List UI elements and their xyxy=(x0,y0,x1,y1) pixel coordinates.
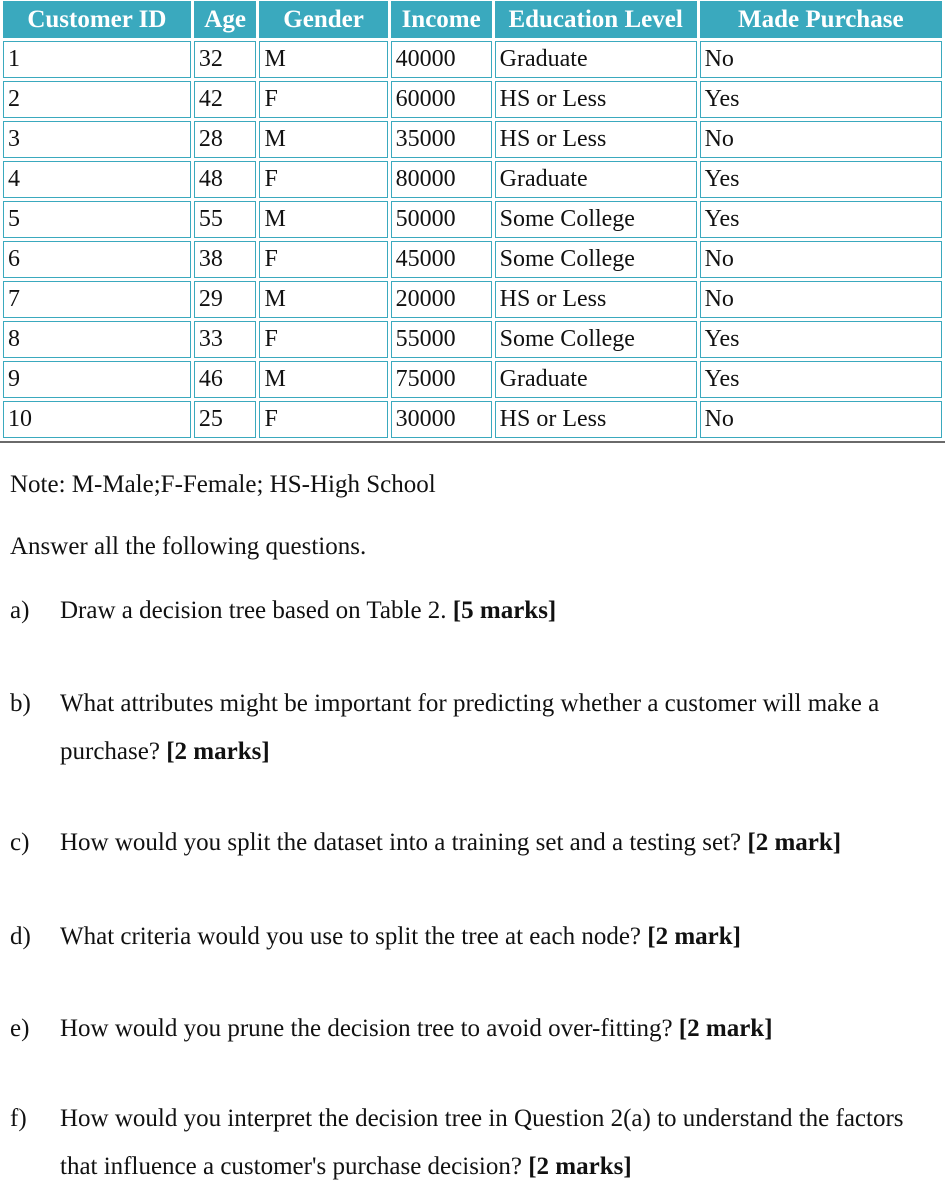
education-level-cell: Some College xyxy=(495,241,697,278)
income-cell: 60000 xyxy=(391,81,492,118)
table-row xyxy=(3,161,942,198)
question-f xyxy=(10,1095,940,1191)
header-age: Age xyxy=(194,1,257,38)
question-a xyxy=(10,587,940,635)
income-cell: 50000 xyxy=(391,201,492,238)
question-marks: [2 mark] xyxy=(747,829,842,856)
income-cell: 40000 xyxy=(391,41,492,78)
income-cell: 45000 xyxy=(391,241,492,278)
age-cell: 42 xyxy=(194,81,257,118)
gender-cell: F xyxy=(259,241,387,278)
gender-cell: M xyxy=(259,121,387,158)
made-purchase-cell: No xyxy=(700,401,942,438)
question-letter: a) xyxy=(10,597,30,624)
made-purchase-cell: No xyxy=(700,121,942,158)
age-cell: 32 xyxy=(194,41,257,78)
customer-id-cell: 9 xyxy=(3,361,191,398)
question-marks: [5 marks] xyxy=(452,597,557,624)
customer-id-cell: 8 xyxy=(3,321,191,358)
header-income: Income xyxy=(391,1,492,38)
customer-id-cell: 3 xyxy=(3,121,191,158)
table-row xyxy=(3,321,942,358)
header-education-level: Education Level xyxy=(495,1,697,38)
table-row xyxy=(3,201,942,238)
instructions: Answer all the following questions. xyxy=(10,533,367,560)
made-purchase-cell: Yes xyxy=(700,321,942,358)
made-purchase-cell: No xyxy=(700,281,942,318)
question-text: What attributes might be important for predicting whether a customer will make a purchase? xyxy=(60,690,880,765)
table-row xyxy=(3,401,942,438)
customer-id-cell: 4 xyxy=(3,161,191,198)
education-level-cell: Graduate xyxy=(495,361,697,398)
header-customer-id: Customer ID xyxy=(3,1,191,38)
gender-cell: M xyxy=(259,361,387,398)
question-e xyxy=(10,1005,940,1053)
question-marks: [2 marks] xyxy=(528,1153,632,1180)
table-row xyxy=(3,41,942,78)
question-letter: f) xyxy=(10,1105,27,1132)
customer-table xyxy=(0,0,945,443)
gender-cell: M xyxy=(259,201,387,238)
table-row xyxy=(3,121,942,158)
customer-id-cell: 6 xyxy=(3,241,191,278)
made-purchase-cell: No xyxy=(700,41,942,78)
customer-id-cell: 10 xyxy=(3,401,191,438)
age-cell: 46 xyxy=(194,361,257,398)
table-row xyxy=(3,361,942,398)
income-cell: 30000 xyxy=(391,401,492,438)
education-level-cell: Some College xyxy=(495,201,697,238)
question-letter: b) xyxy=(10,690,31,717)
table-note: Note: M-Male;F-Female; HS-High School xyxy=(10,471,436,498)
table-row xyxy=(3,81,942,118)
income-cell: 35000 xyxy=(391,121,492,158)
education-level-cell: HS or Less xyxy=(495,121,697,158)
age-cell: 33 xyxy=(194,321,257,358)
income-cell: 75000 xyxy=(391,361,492,398)
income-cell: 20000 xyxy=(391,281,492,318)
education-level-cell: HS or Less xyxy=(495,401,697,438)
education-level-cell: Graduate xyxy=(495,41,697,78)
question-text: Draw a decision tree based on Table 2. xyxy=(60,597,453,624)
customer-id-cell: 5 xyxy=(3,201,191,238)
table-body xyxy=(3,41,942,438)
question-text: How would you prune the decision tree to avoid over-fitting? xyxy=(60,1015,679,1042)
gender-cell: F xyxy=(259,321,387,358)
made-purchase-cell: Yes xyxy=(700,361,942,398)
education-level-cell: Graduate xyxy=(495,161,697,198)
age-cell: 29 xyxy=(194,281,257,318)
education-level-cell: HS or Less xyxy=(495,81,697,118)
age-cell: 55 xyxy=(194,201,257,238)
question-marks: [2 mark] xyxy=(678,1015,773,1042)
table-header-row xyxy=(3,1,942,38)
age-cell: 38 xyxy=(194,241,257,278)
table-row xyxy=(3,241,942,278)
gender-cell: F xyxy=(259,401,387,438)
income-cell: 55000 xyxy=(391,321,492,358)
question-marks: [2 marks] xyxy=(166,738,270,765)
age-cell: 48 xyxy=(194,161,257,198)
question-text: How would you interpret the decision tree in Question 2(a) to understand the factors that influence a customer's purchase decision? xyxy=(60,1105,904,1180)
gender-cell: M xyxy=(259,281,387,318)
customer-id-cell: 7 xyxy=(3,281,191,318)
header-made-purchase: Made Purchase xyxy=(700,1,942,38)
question-text: What criteria would you use to split the tree at each node? xyxy=(60,923,648,950)
question-d xyxy=(10,913,940,961)
question-letter: d) xyxy=(10,923,31,950)
question-letter: e) xyxy=(10,1015,30,1042)
made-purchase-cell: Yes xyxy=(700,161,942,198)
education-level-cell: HS or Less xyxy=(495,281,697,318)
gender-cell: F xyxy=(259,161,387,198)
gender-cell: M xyxy=(259,41,387,78)
question-letter: c) xyxy=(10,829,30,856)
question-c xyxy=(10,819,940,867)
income-cell: 80000 xyxy=(391,161,492,198)
question-b xyxy=(10,680,940,776)
customer-id-cell: 1 xyxy=(3,41,191,78)
age-cell: 25 xyxy=(194,401,257,438)
made-purchase-cell: Yes xyxy=(700,81,942,118)
customer-id-cell: 2 xyxy=(3,81,191,118)
question-text: How would you split the dataset into a training set and a testing set? xyxy=(60,829,748,856)
header-gender: Gender xyxy=(259,1,387,38)
table-row xyxy=(3,281,942,318)
made-purchase-cell: Yes xyxy=(700,201,942,238)
question-marks: [2 mark] xyxy=(647,923,742,950)
data-table-container xyxy=(0,0,945,443)
made-purchase-cell: No xyxy=(700,241,942,278)
age-cell: 28 xyxy=(194,121,257,158)
gender-cell: F xyxy=(259,81,387,118)
education-level-cell: Some College xyxy=(495,321,697,358)
